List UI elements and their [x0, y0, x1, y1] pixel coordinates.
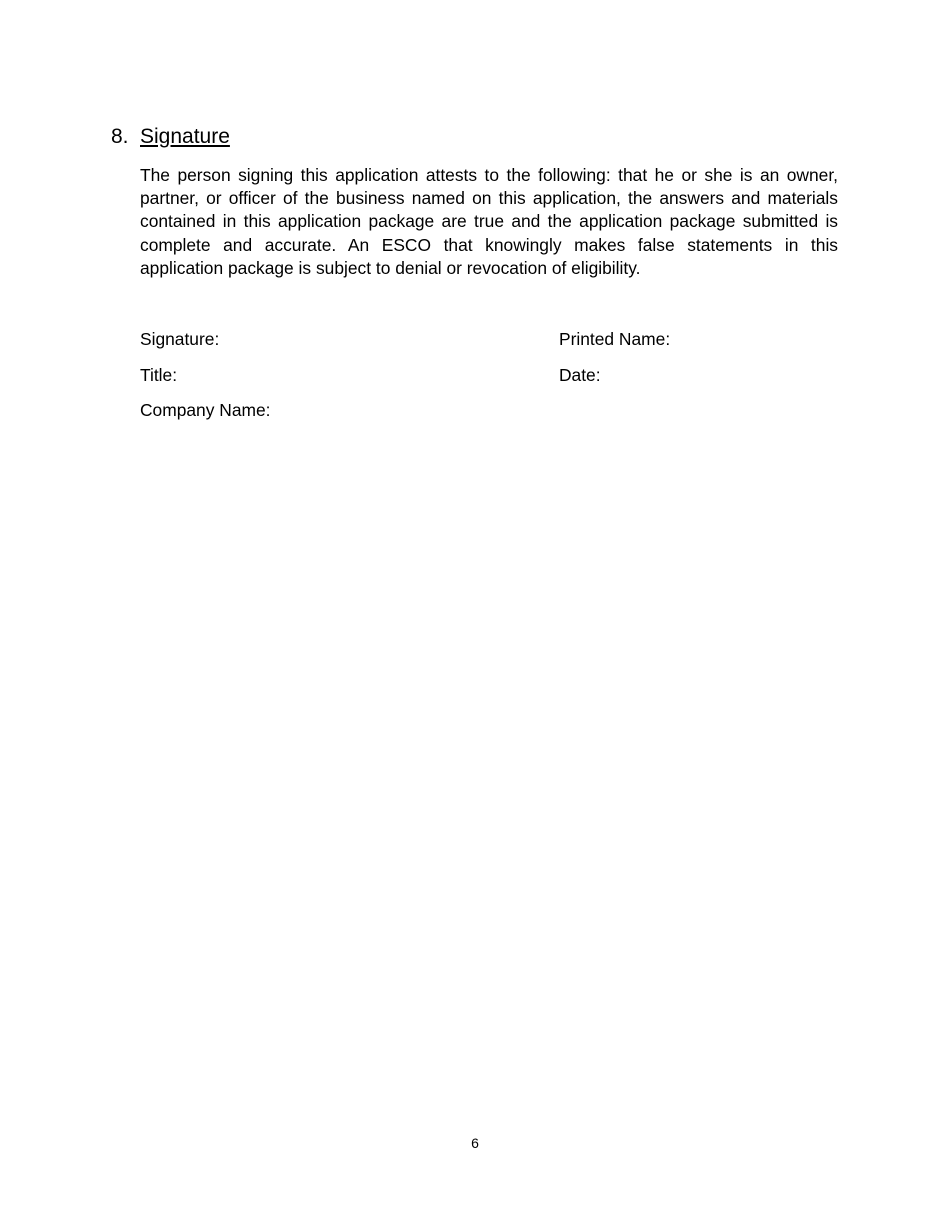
section-heading	[111, 124, 230, 150]
page-number: 6	[471, 1135, 479, 1151]
section-number: 8.	[111, 125, 129, 148]
signature-label: Signature:	[140, 329, 220, 349]
date-label: Date:	[559, 365, 601, 385]
attestation-paragraph: The person signing this application attests to the following: that he or she is an owner, partner, or officer of the business named on this application, the answers and materials contained in this application package are true and the application package submitted is complete and accurate. An ESCO that knowingly makes false statements in this application package is subject to denial or revocation of eligibility.	[140, 165, 838, 278]
printed-name-label: Printed Name:	[559, 329, 671, 349]
company-name-label: Company Name:	[140, 400, 271, 420]
title-label: Title:	[140, 365, 178, 385]
section-title: Signature	[140, 125, 230, 148]
